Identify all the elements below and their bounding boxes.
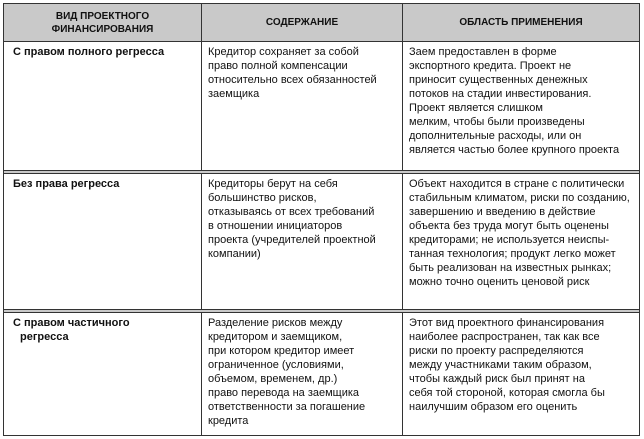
row-scope: Заем предоставлен в форме экспортного кредита. Проект не приносит существенных денежных потоков на стадии инвестирования. Проект является слишком мелким, чтобы были произведены дополнительные расходы, или он является частью более крупного проекта: [409, 46, 620, 156]
row-type: С правом частичного регресса: [4, 313, 202, 435]
row-type: С правом полного регресса: [4, 42, 202, 170]
row-scope: Этот вид проектного финансирования наиболее распространен, так как все риски по проекту распределяются между участниками таким образом, чтобы каждый риск был принят на себя той стороной, которая смогла бы наилучшим образом его оценить: [409, 317, 605, 413]
row-content: Кредиторы берут на себя большинство рисков, отказываясь от всех требований в отношении инициаторов проекта (учредителей проектной компании): [202, 174, 403, 309]
row-scope: Объект находится в стране с политически стабильным климатом, риски по созданию, завершению и введению в действие объекта без труда могут быть оценены кредиторами; не используется неиспы- танная технология; продукт легко может быть реализован на известных рынках; можно точно оценить ценовой риск: [409, 178, 630, 288]
header-type: ВИД ПРОЕКТНОГО ФИНАНСИРОВАНИЯ: [4, 4, 202, 41]
table-row: [4, 42, 639, 170]
row-content: Кредитор сохраняет за собой право полной компенсации относительно всех обязанностей заемщика: [202, 42, 403, 170]
financing-table: [3, 3, 640, 436]
row-content: Разделение рисков между кредитором и заемщиком, при котором кредитор имеет ограниченное (условиями, объемом, временем, др.) право перевода на заемщика ответственности за погашение кредита: [202, 313, 403, 435]
table-row: [4, 174, 639, 309]
table-header-row: [4, 4, 639, 42]
row-type: Без права регресса: [4, 174, 202, 309]
header-scope: ОБЛАСТЬ ПРИМЕНЕНИЯ: [459, 17, 583, 28]
table-row: [4, 313, 639, 435]
header-content: СОДЕРЖАНИЕ: [202, 4, 403, 41]
